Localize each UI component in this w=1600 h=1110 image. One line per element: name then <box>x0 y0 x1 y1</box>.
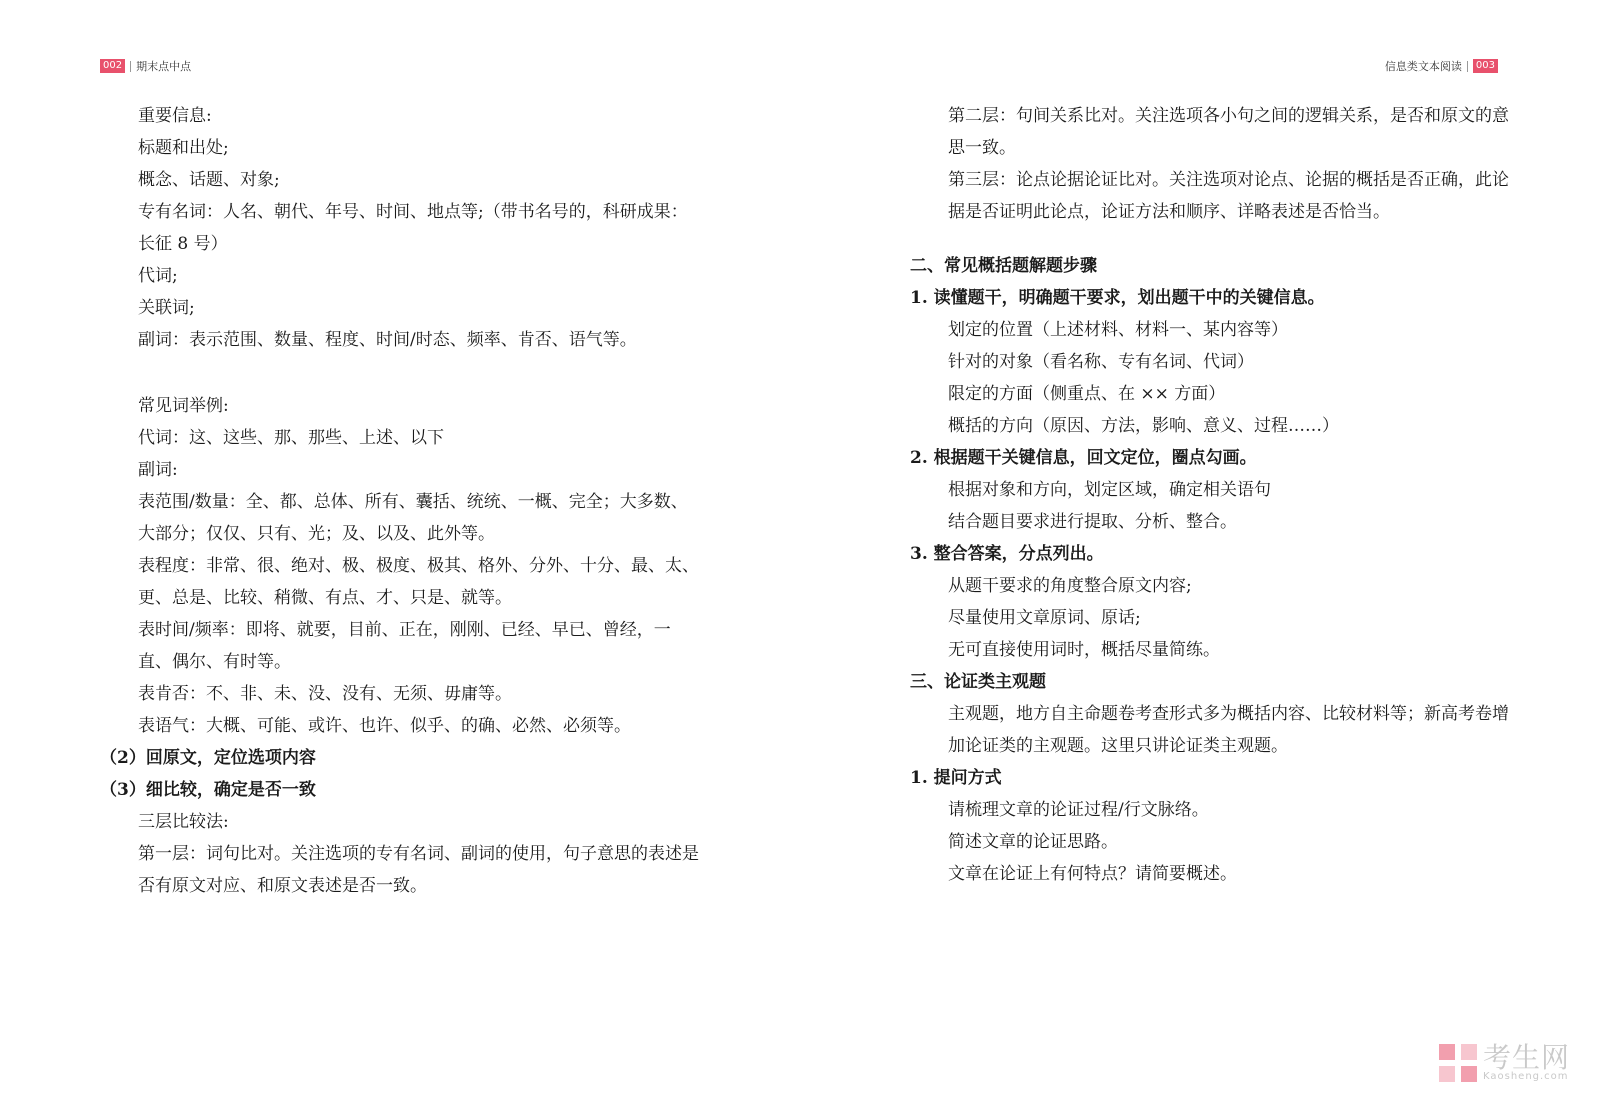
paragraph: 副词：表示范围、数量、程度、时间/时态、频率、肯否、语气等。 <box>138 330 637 350</box>
list-item: 针对的对象（看名称、专有名词、代词） <box>948 352 1254 372</box>
paragraph: 代词：这、这些、那、那些、上述、以下 <box>138 428 444 448</box>
section-heading: 二、常见概括题解题步骤 <box>910 256 1097 276</box>
step-heading: 2. 根据题干关键信息，回文定位，圈点勾画。 <box>910 448 1257 468</box>
spacer <box>910 228 1512 250</box>
right-page-body <box>910 100 1512 890</box>
list-item: 从题干要求的角度整合原文内容; <box>948 576 1192 596</box>
kaosheng-logo-icon <box>1439 1044 1477 1082</box>
list-item: 文章在论证上有何特点？请简要概述。 <box>948 864 1237 884</box>
paragraph: 主观题，地方自主命题卷考查形式多为概括内容、比较材料等；新高考卷增加论证类的主观题。这里只讲论证类主观题。 <box>948 704 1509 756</box>
right-header-title: 信息类文本阅读 <box>1384 60 1462 73</box>
step-heading: 3. 整合答案，分点列出。 <box>910 544 1104 564</box>
list-item: 尽量使用文章原词、原话; <box>948 608 1141 628</box>
left-page-header <box>100 58 191 74</box>
paragraph: 专有名词：人名、朝代、年号、时间、地点等;（带书名号的，科研成果：长征 8 号） <box>138 202 688 254</box>
header-divider <box>130 61 131 72</box>
header-divider <box>1467 61 1468 72</box>
paragraph: 关联词; <box>138 298 195 318</box>
list-item: 请梳理文章的论证过程/行文脉络。 <box>948 800 1209 820</box>
right-page-header <box>1385 58 1498 74</box>
left-page-body <box>100 100 700 902</box>
list-item: 根据对象和方向，划定区域，确定相关语句 <box>948 480 1271 500</box>
paragraph: 重要信息: <box>138 106 212 126</box>
paragraph: 第三层：论点论据论证比对。关注选项对论点、论据的概括是否正确，此论据是否证明此论点，论证方法和顺序、详略表述是否恰当。 <box>948 170 1509 222</box>
list-item: 无可直接使用词时，概括尽量简练。 <box>948 640 1220 660</box>
list-item: 结合题目要求进行提取、分析、整合。 <box>948 512 1237 532</box>
paragraph: 三层比较法: <box>138 812 229 832</box>
paragraph: 表范围/数量：全、都、总体、所有、囊括、统统、一概、完全；大多数、大部分；仅仅、只有、光；及、以及、此外等。 <box>138 492 688 544</box>
list-item: 概括的方向（原因、方法，影响、意义、过程……） <box>948 416 1339 436</box>
paragraph: 表程度：非常、很、绝对、极、极度、极其、格外、分外、十分、最、太、更、总是、比较、稍微、有点、才、只是、就等。 <box>138 556 699 608</box>
paragraph: 概念、话题、对象; <box>138 170 280 190</box>
paragraph: 代词; <box>138 266 178 286</box>
paragraph: 表语气：大概、可能、或许、也许、似乎、的确、必然、必须等。 <box>138 716 631 736</box>
left-header-title: 期末点中点 <box>136 60 192 73</box>
paragraph: 表时间/频率：即将、就要，目前、正在，刚刚、已经、早已、曾经，一直、偶尔、有时等。 <box>138 620 671 672</box>
watermark-domain: Kaosheng.com <box>1482 1071 1569 1082</box>
right-page-number: 003 <box>1473 59 1498 73</box>
paragraph: 标题和出处; <box>138 138 229 158</box>
step-heading: 1. 读懂题干，明确题干要求，划出题干中的关键信息。 <box>910 288 1325 308</box>
paragraph: 第一层：词句比对。关注选项的专有名词、副词的使用，句子意思的表述是否有原文对应、和原文表述是否一致。 <box>138 844 699 896</box>
section-heading: （2）回原文，定位选项内容 <box>100 748 316 768</box>
watermark-text: 考生网 <box>1482 1041 1570 1074</box>
section-heading: （3）细比较，确定是否一致 <box>100 780 316 800</box>
paragraph: 常见词举例: <box>138 396 229 416</box>
list-item: 简述文章的论证思路。 <box>948 832 1118 852</box>
paragraph: 副词: <box>138 460 178 480</box>
watermark <box>1439 1041 1570 1082</box>
paragraph: 第二层：句间关系比对。关注选项各小句之间的逻辑关系，是否和原文的意思一致。 <box>948 106 1509 158</box>
left-page-number: 002 <box>100 59 125 73</box>
section-heading: 三、论证类主观题 <box>910 672 1046 692</box>
paragraph: 表肯否：不、非、未、没、没有、无须、毋庸等。 <box>138 684 512 704</box>
step-heading: 1. 提问方式 <box>910 768 1002 788</box>
list-item: 划定的位置（上述材料、材料一、某内容等） <box>948 320 1288 340</box>
spacer <box>100 356 700 390</box>
list-item: 限定的方面（侧重点、在 ×× 方面） <box>948 384 1226 404</box>
